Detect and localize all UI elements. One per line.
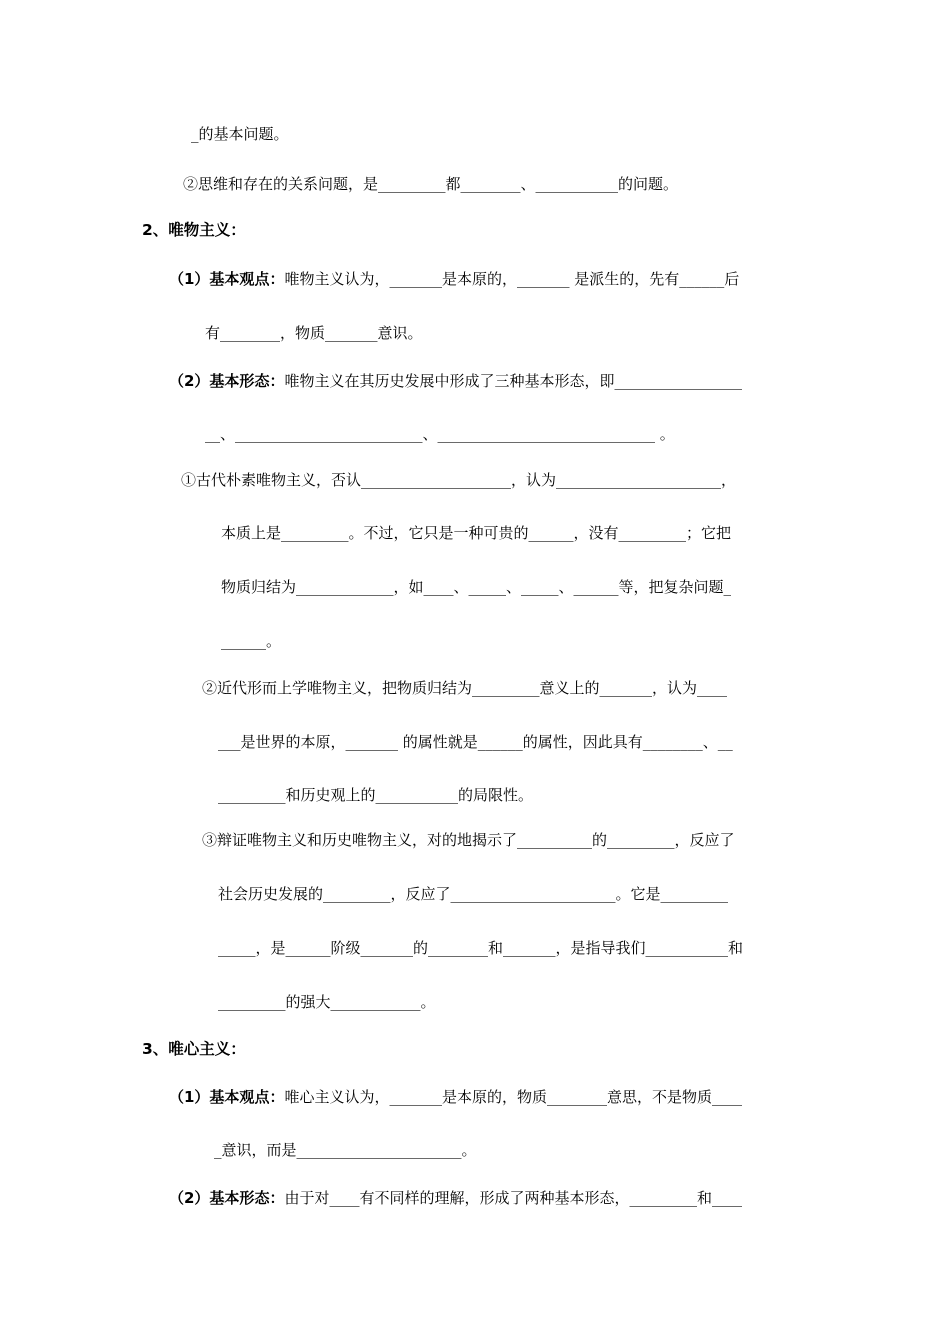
line-fragment: _的基本问题。 bbox=[191, 125, 289, 143]
dialectical-materialism-cont-3: _________的强大____________。 bbox=[218, 993, 436, 1011]
ancient-materialism-cont-2: 物质归结为_____________，如____、_____、_____、______等，把复杂问题_ bbox=[221, 578, 732, 596]
metaphysical-materialism: ②近代形而上学唯物主义，把物质归结为_________意义上的_______，认为____ bbox=[202, 679, 728, 697]
ancient-materialism-cont-1: 本质上是_________。不过，它只是一种可贵的______，没有_________；它把 bbox=[221, 524, 732, 542]
materialism-basic-view-cont: 有________，物质_______意识。 bbox=[205, 324, 423, 342]
dialectical-materialism-cont-1: 社会历史发展的_________，反应了______________________。它是_________ bbox=[218, 885, 729, 903]
ancient-materialism: ①古代朴素唯物主义，否认____________________，认为______________________， bbox=[181, 471, 737, 489]
metaphysical-materialism-cont-2: _________和历史观上的___________的局限性。 bbox=[218, 786, 534, 804]
ancient-materialism-cont-3: ______。 bbox=[221, 632, 282, 650]
materialism-basic-forms: （2）基本形态：唯物主义在其历史发展中形成了三种基本形态，即_________________ bbox=[169, 372, 742, 390]
label-basic-view: （1）基本观点： bbox=[169, 1088, 285, 1106]
idealism-basic-view-cont: _意识，而是______________________。 bbox=[214, 1141, 477, 1159]
idealism-basic-forms: （2）基本形态：由于对____有不同样的理解，形成了两种基本形态，_________和____ bbox=[169, 1189, 742, 1207]
label-basic-view: （1）基本观点： bbox=[169, 270, 285, 288]
dialectical-materialism-cont-2: _____，是______阶级_______的________和_______，是指导我们___________和 bbox=[218, 939, 744, 957]
section-heading-idealism: 3、唯心主义： bbox=[142, 1040, 246, 1058]
item-2-relation: ②思维和存在的关系问题，是_________都________、___________的问题。 bbox=[183, 175, 679, 193]
metaphysical-materialism-cont-1: ___是世界的本原，_______ 的属性就是______的属性，因此具有________、__ bbox=[218, 733, 733, 751]
section-heading-materialism: 2、唯物主义： bbox=[142, 221, 246, 239]
materialism-basic-forms-cont: __、_________________________、_____________________________ 。 bbox=[205, 425, 675, 443]
dialectical-materialism: ③辩证唯物主义和历史唯物主义，对的地揭示了__________的_________，反应了 bbox=[202, 831, 735, 849]
materialism-basic-view: （1）基本观点：唯物主义认为，_______是本原的，_______ 是派生的，先有______后 bbox=[169, 270, 740, 288]
label-basic-forms: （2）基本形态： bbox=[169, 1189, 285, 1207]
idealism-basic-view: （1）基本观点：唯心主义认为，_______是本原的，物质________意思，不是物质____ bbox=[169, 1088, 742, 1106]
label-basic-forms: （2）基本形态： bbox=[169, 372, 285, 390]
